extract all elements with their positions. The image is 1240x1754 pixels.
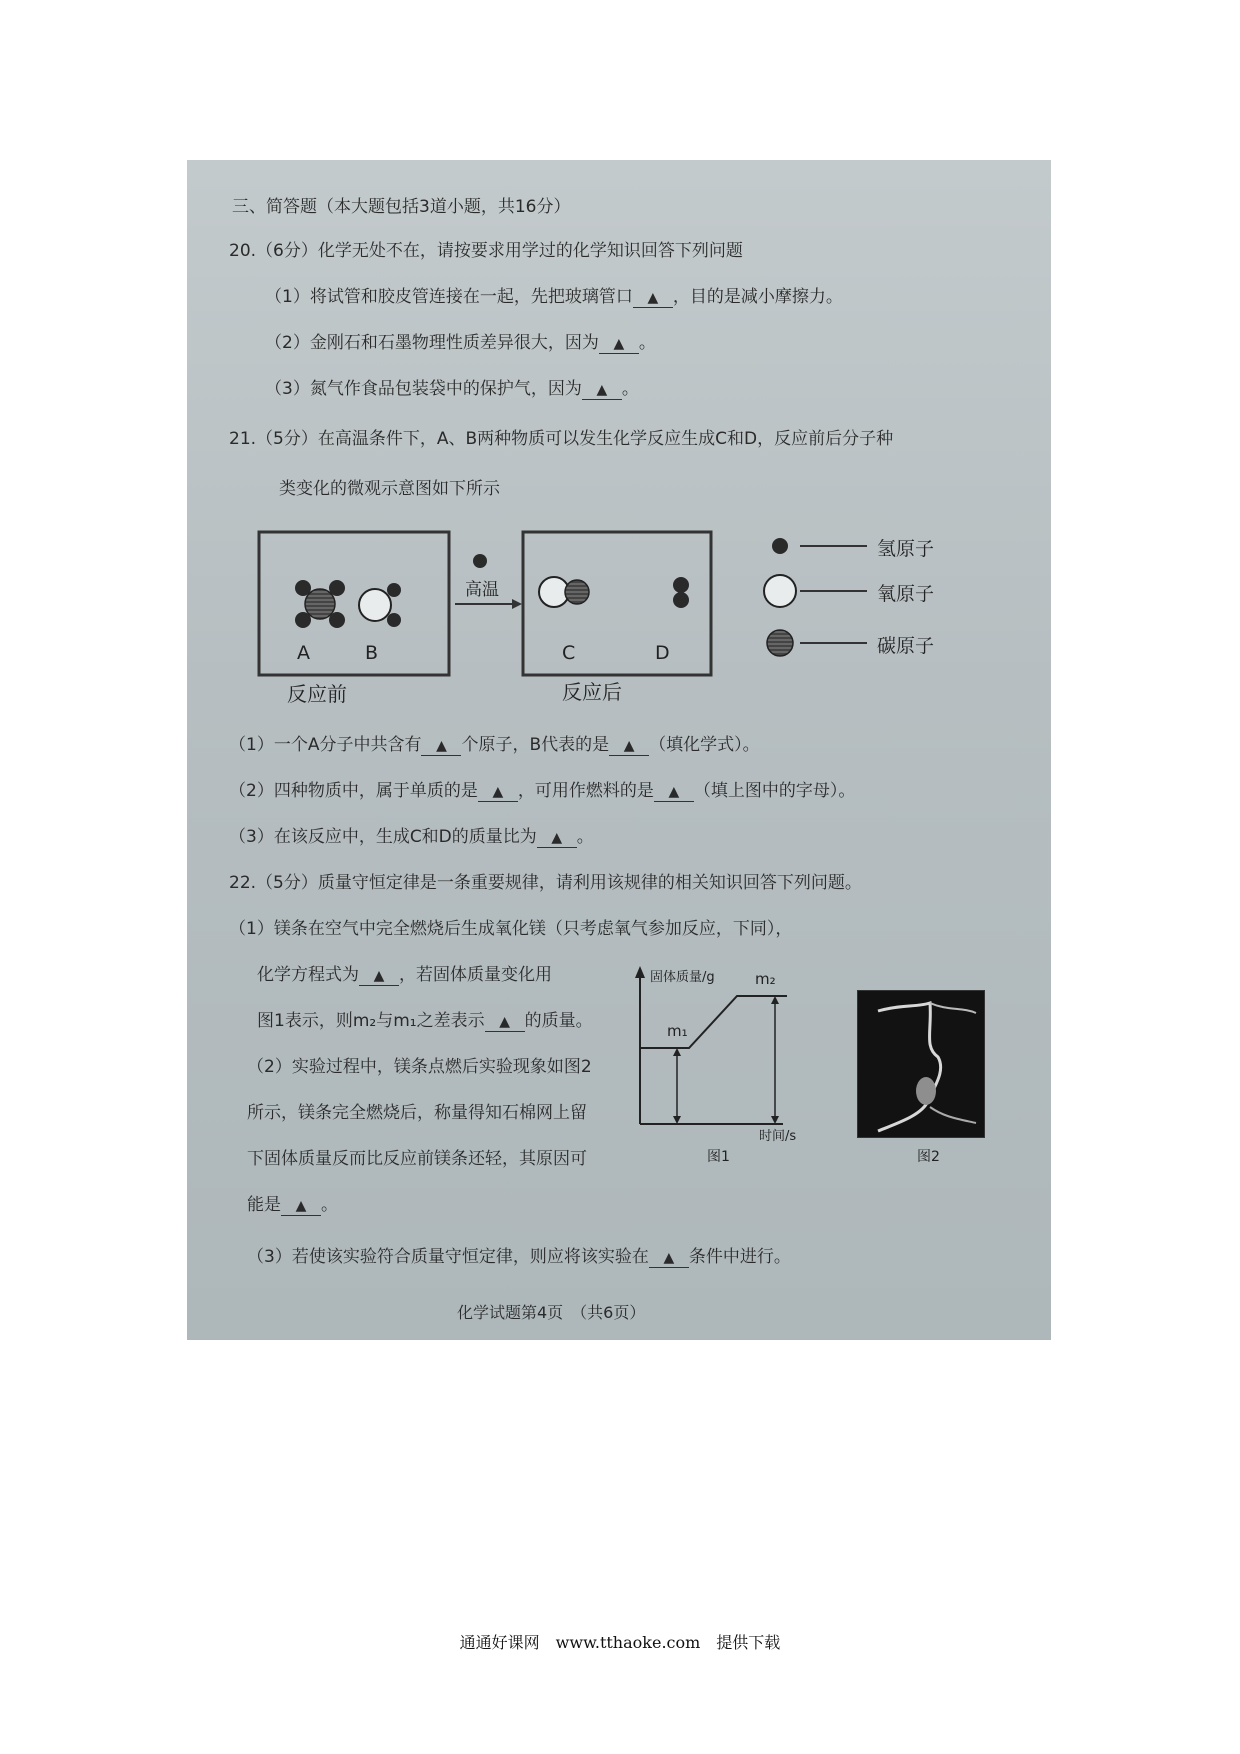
- q21-part2-text-after: （填上图中的字母）。: [693, 781, 856, 801]
- figure-2-photo: [857, 990, 985, 1138]
- blank-triangle-icon: ▲: [551, 830, 563, 846]
- q22-part1-line2: [257, 964, 552, 986]
- q22-part2-line4-text-after: 。: [321, 1195, 338, 1215]
- q22-part1-line2-text-after: ，若固体质量变化用: [399, 965, 552, 985]
- q22-part2-line2: 所示，镁条完全燃烧后，称量得知石棉网上留: [247, 1103, 587, 1123]
- figure-1-xlabel: 时间/s: [759, 1129, 797, 1144]
- answer-blank[interactable]: [654, 782, 694, 802]
- reaction-arrow-head: [512, 599, 522, 609]
- q21-stem-line1: 21.（5分）在高温条件下，A、B两种物质可以发生化学反应生成C和D，反应前后分子种: [229, 429, 894, 449]
- legend-hydrogen-symbol: [772, 538, 788, 554]
- arrow-label: 高温: [465, 580, 499, 600]
- answer-blank[interactable]: [633, 288, 673, 308]
- q20-part1-text-after: ，目的是减小摩擦力。: [672, 287, 843, 307]
- legend-hydrogen-label: 氢原子: [877, 538, 935, 560]
- answer-blank[interactable]: [421, 736, 461, 756]
- y-axis-arrow: [635, 966, 645, 978]
- label-d: D: [655, 642, 670, 664]
- figure-1-caption: 图1: [707, 1149, 730, 1165]
- site-footer: 通通好课网 www.tthaoke.com 提供下载: [459, 1633, 781, 1652]
- after-caption: 反应后: [562, 680, 622, 704]
- answer-blank[interactable]: [649, 1248, 689, 1268]
- answer-blank[interactable]: [582, 380, 622, 400]
- page-footer: 化学试题第4页 （共6页）: [457, 1303, 646, 1322]
- legend-carbon-symbol: [767, 630, 793, 656]
- blank-triangle-icon: ▲: [663, 1250, 675, 1266]
- figure-1-m1-label: m₁: [667, 1022, 688, 1040]
- blank-triangle-icon: ▲: [295, 1198, 307, 1214]
- scanned-exam-page: [187, 160, 1051, 1340]
- figure-2-svg: [858, 991, 984, 1137]
- molecule-d: [673, 577, 689, 608]
- mass-curve: [640, 996, 787, 1048]
- blank-triangle-icon: ▲: [668, 784, 680, 800]
- section-header: 三、简答题（本大题包括3道小题，共16分）: [232, 197, 571, 217]
- blank-triangle-icon: ▲: [596, 382, 608, 398]
- label-a: A: [297, 642, 310, 664]
- q20-part1-text: （1）将试管和胶皮管连接在一起，先把玻璃管口: [265, 287, 633, 307]
- q21-part2-text: （2）四种物质中，属于单质的是: [229, 781, 478, 801]
- q21-part3-text: （3）在该反应中，生成C和D的质量比为: [229, 827, 537, 847]
- figure-1-ylabel: 固体质量/g: [650, 970, 715, 985]
- legend-oxygen-symbol: [764, 575, 796, 607]
- answer-blank[interactable]: [609, 736, 649, 756]
- q20-part2: [265, 332, 656, 354]
- molecule-a: [295, 580, 345, 628]
- blank-triangle-icon: ▲: [499, 1014, 510, 1030]
- answer-blank[interactable]: [478, 782, 518, 802]
- answer-blank[interactable]: [281, 1196, 321, 1216]
- q21-part3-text-after: 。: [576, 827, 594, 847]
- answer-blank[interactable]: [537, 828, 577, 848]
- q22-part3-text: （3）若使该实验符合质量守恒定律，则应将该实验在: [247, 1247, 649, 1267]
- q22-part3: [247, 1246, 791, 1268]
- answer-blank[interactable]: [599, 334, 639, 354]
- label-b: B: [365, 642, 379, 664]
- blank-triangle-icon: ▲: [373, 968, 385, 984]
- q21-stem-line2: 类变化的微观示意图如下所示: [279, 479, 500, 499]
- before-caption: 反应前: [287, 682, 347, 706]
- q22-part1-line3-text: 图1表示，则m₂与m₁之差表示: [257, 1011, 485, 1031]
- answer-blank[interactable]: [485, 1012, 525, 1032]
- molecule-c: [539, 577, 589, 607]
- extra-hydrogen-atom: [473, 554, 487, 568]
- q20-stem: 20.（6分）化学无处不在，请按要求用学过的化学知识回答下列问题: [229, 241, 743, 261]
- q20-part3-text: （3）氮气作食品包装袋中的保护气，因为: [265, 379, 582, 399]
- q22-part1-line2-text: 化学方程式为: [257, 965, 359, 985]
- q21-part1-text: （1）一个A分子中共含有: [229, 735, 422, 755]
- blank-triangle-icon: ▲: [623, 738, 635, 754]
- q22-part3-text-after: 条件中进行。: [688, 1247, 791, 1267]
- q20-part1: [265, 286, 843, 308]
- q21-part2: [229, 780, 855, 802]
- q20-part2-text: （2）金刚石和石墨物理性质差异很大，因为: [265, 333, 599, 353]
- figure-1-m2-label: m₂: [755, 970, 776, 988]
- q22-stem: 22.（5分）质量守恒定律是一条重要规律，请利用该规律的相关知识回答下列问题。: [229, 873, 862, 893]
- figure-2-caption: 图2: [917, 1149, 940, 1165]
- q22-part1-line1: （1）镁条在空气中完全燃烧后生成氧化镁（只考虑氧气参加反应，下同），: [229, 919, 793, 939]
- label-c: C: [562, 642, 576, 664]
- q22-part2-line4: [247, 1194, 338, 1216]
- q20-part3: [265, 378, 639, 400]
- q20-part3-text-after: 。: [621, 379, 639, 399]
- q21-part1: [229, 734, 760, 756]
- legend-carbon-label: 碳原子: [877, 635, 935, 657]
- molecule-b: [359, 583, 401, 627]
- q21-part1-text-mid: 个原子，B代表的是: [461, 735, 610, 755]
- before-box: [259, 532, 449, 675]
- answer-blank[interactable]: [359, 966, 399, 986]
- q21-part2-text-mid: ，可用作燃料的是: [517, 781, 654, 801]
- q22-part2-line1: （2）实验过程中，镁条点燃后实验现象如图2: [247, 1057, 592, 1077]
- q22-part1-line3-text-after: 的质量。: [524, 1011, 593, 1031]
- blank-triangle-icon: ▲: [613, 336, 625, 352]
- blank-triangle-icon: ▲: [647, 290, 659, 306]
- q22-part2-line4-text: 能是: [247, 1195, 281, 1215]
- figure-1-graph: [607, 960, 807, 1144]
- blank-triangle-icon: ▲: [492, 784, 504, 800]
- figure-1-svg: [607, 960, 807, 1140]
- blank-triangle-icon: ▲: [436, 738, 447, 754]
- q22-part2-line3: 下固体质量反而比反应前镁条还轻，其原因可: [247, 1149, 587, 1169]
- q20-part2-text-after: 。: [638, 333, 656, 353]
- reaction-diagram: [257, 530, 997, 706]
- q21-part3: [229, 826, 594, 848]
- q21-part1-text-after: （填化学式）。: [649, 735, 760, 755]
- legend-oxygen-label: 氧原子: [877, 583, 935, 605]
- q22-part1-line3: [257, 1010, 593, 1032]
